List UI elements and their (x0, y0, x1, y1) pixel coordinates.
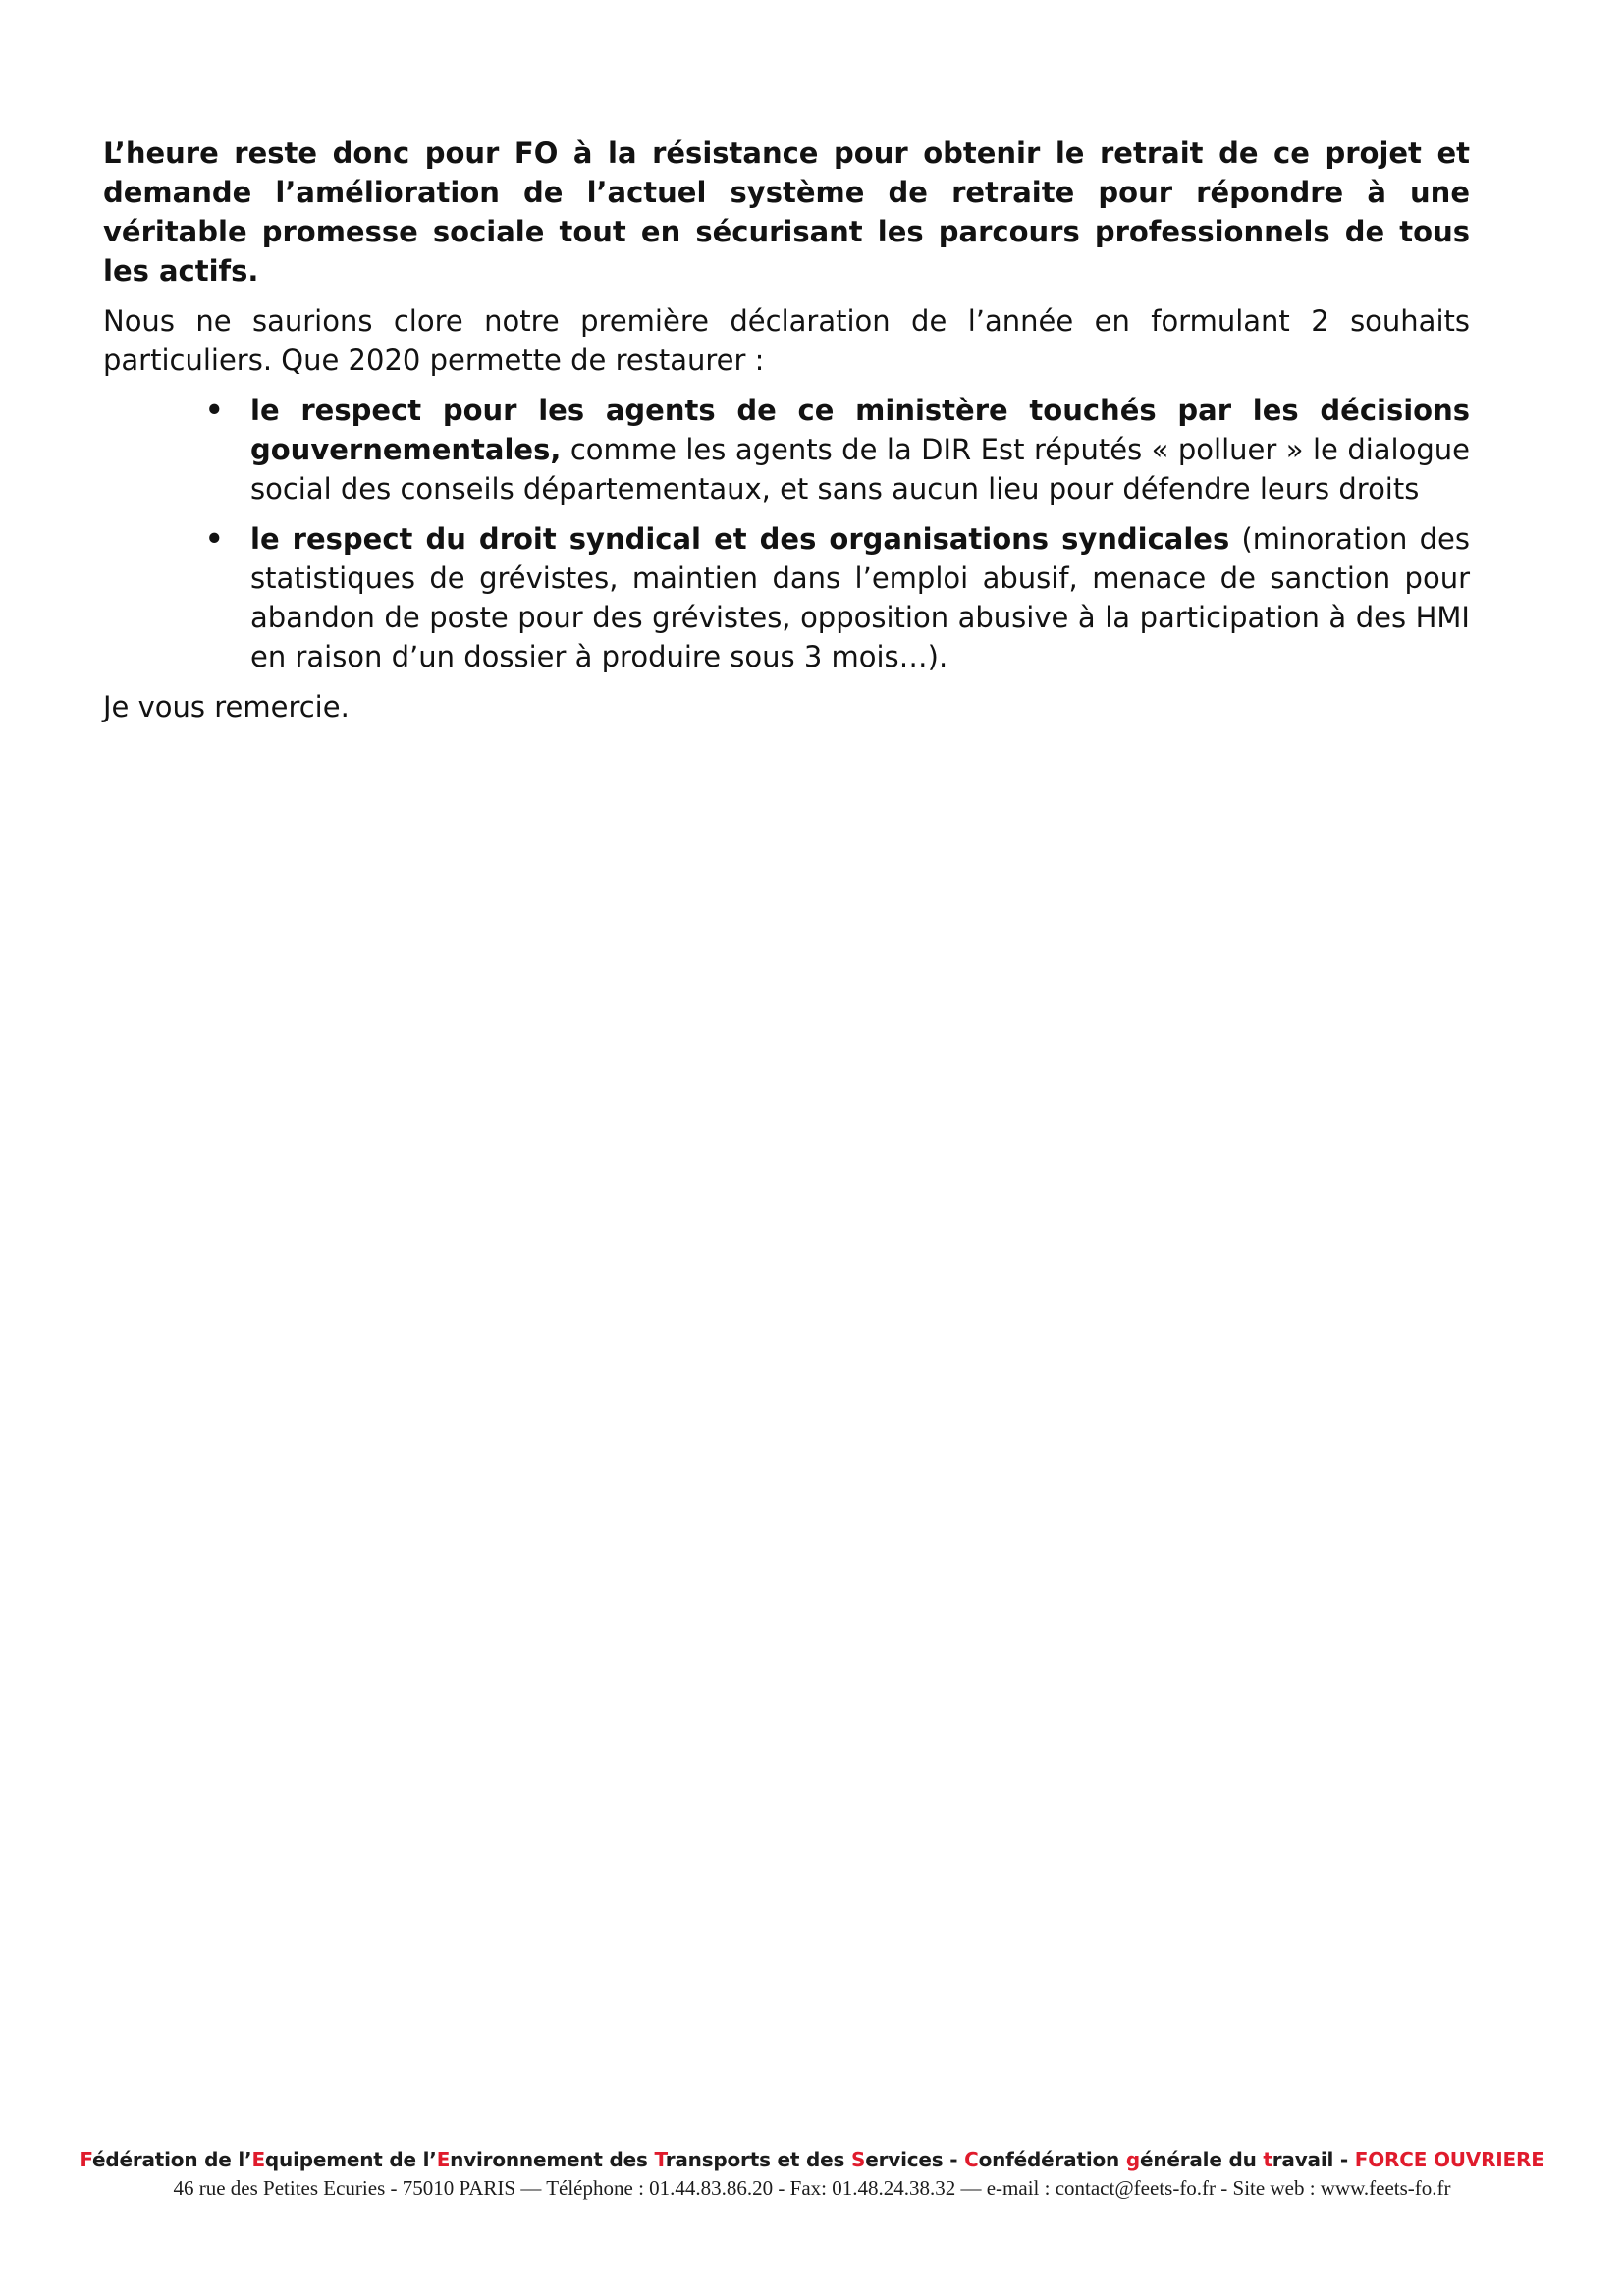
footer-segment: ravail - (1272, 2148, 1355, 2171)
footer-segment: FORCE OUVRIERE (1354, 2148, 1544, 2171)
footer-segment: édération de l’ (91, 2148, 252, 2171)
bullet-list (103, 391, 1470, 676)
bullet-bold-lead: le respect du droit syndical et des organisations syndicales (250, 522, 1230, 556)
footer-segment: F (80, 2148, 92, 2171)
document-body (103, 133, 1470, 737)
footer-segment: E (436, 2148, 451, 2171)
footer-segment: T (654, 2148, 666, 2171)
bullet-regular-text: comme les agents de la DIR Est réputés « polluer » le dialogue social des conseils départementaux, et sans aucun lieu pour défendre leurs droits (250, 433, 1470, 506)
footer-segment: ransports et des (665, 2148, 851, 2171)
footer-segment: t (1263, 2148, 1272, 2171)
footer-segment: onfédération (978, 2148, 1126, 2171)
footer-segment: ervices - (865, 2148, 965, 2171)
footer-segment: énérale du (1139, 2148, 1264, 2171)
list-item-droit-syndical (103, 519, 1470, 676)
bullet-regular-text: (minoration des statistiques de grévistes, maintien dans l’emploi abusif, menace de sanction pour abandon de poste pour des grévistes, opposition abusive à la participation à des HMI en raison d’un dossier à produire sous 3 mois…). (250, 522, 1470, 673)
bullet-bold-lead: le respect pour les agents de ce ministère touchés par les décisions gouvernementales, (250, 394, 1470, 466)
bullet-icon: • (205, 522, 224, 556)
page-footer (0, 2148, 1624, 2201)
footer-segment: nvironnement des (450, 2148, 655, 2171)
bullet-text (250, 391, 1470, 508)
paragraph-resistance: L’heure reste donc pour FO à la résistance pour obtenir le retrait de ce projet et demande l’amélioration de l’actuel système de retraite pour répondre à une véritable promesse sociale tout en sécurisant les parcours professionnels de tous les actifs. (103, 136, 1470, 288)
bullet-icon: • (205, 394, 224, 427)
footer-segment: g (1125, 2148, 1140, 2171)
footer-contact-line: 46 rue des Petites Ecuries - 75010 PARIS — Téléphone : 01.44.83.86.20 - Fax: 01.48.24.38.32 — e-mail : contact@feets-fo.fr - Site web : www.feets-fo.fr (173, 2176, 1451, 2200)
footer-segment: quipement de l’ (264, 2148, 437, 2171)
footer-segment: S (851, 2148, 866, 2171)
footer-segment: E (251, 2148, 265, 2171)
closing-line: Je vous remercie. (103, 690, 350, 723)
bullet-text (250, 519, 1470, 676)
footer-segment: C (964, 2148, 979, 2171)
list-item-respect-agents (103, 391, 1470, 508)
paragraph-souhaits: Nous ne saurions clore notre première déclaration de l’année en formulant 2 souhaits particuliers. Que 2020 permette de restaurer : (103, 304, 1470, 377)
footer-organization-line (0, 2148, 1624, 2171)
